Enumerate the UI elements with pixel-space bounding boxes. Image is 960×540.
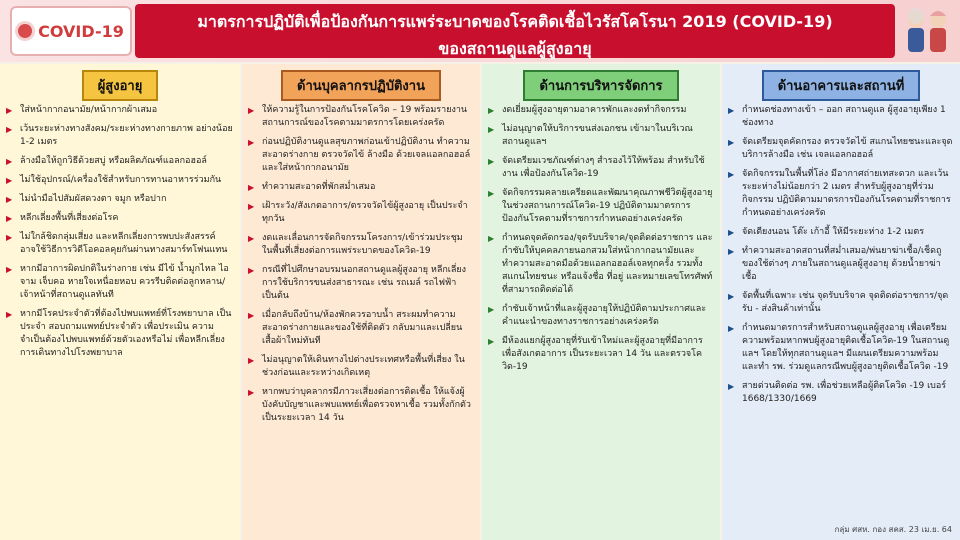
list-item: ▶ จัดเตรียมเวชภัณฑ์ต่างๆ สำรองไว้ให้พร้อม สำหรับใช้งาน เพื่อป้องกันโควิด-19 — [488, 155, 714, 181]
footer-note: กลุ่ม ศสห. กอง สคส. 23 เม.ย. 64 — [834, 525, 952, 534]
list-item: ▶ กำหนดจุดคัดกรอง/จุดรับบริจาค/จุดติดต่อราชการ และกำชับให้บุคคลภายนอกสวมใส่หน้ากากอนามัยและทำความสะอาดมือด้วยแอลกอฮอล์เจลทุกครั้ง รวมทั้งสแกนไทยชนะ หรือแจ้งชื่อ ที่อยู่ และหมายเลขโทรศัพท์ที่สามารถติดต่อได้ — [488, 232, 714, 297]
page-title: มาตรการปฏิบัติเพื่อป้องกันการแพร่ระบาดของโรคติดเชื้อไวรัสโคโรนา 2019 (COVID-19) — [197, 12, 833, 31]
column-building — [722, 64, 960, 540]
list-item: ▶ ไม่อนุญาตให้บริการขนส่งเอกชน เข้ามาในบริเวณสถานดูแลฯ — [488, 123, 714, 149]
list-item: ▶ ล้างมือให้ถูกวิธีด้วยสบู่ หรือผลิตภัณฑ์แอลกอฮอล์ — [6, 155, 234, 168]
list-item: ▶ จัดเตรียมจุดคัดกรอง ตรวจวัดไข้ สแกนไทยชนะและจุดบริการล้างมือ เช่น เจลแอลกอฮอล์ — [728, 136, 954, 162]
list-item: ▶ ไม่นำมือไปสัมผัสดวงตา จมูก หรือปาก — [6, 193, 234, 206]
list-item: ▶ ทำความสะอาดที่พักสม่ำเสมอ — [248, 181, 474, 194]
list-item: ▶ ไม่อนุญาตให้เดินทางไปต่างประเทศหรือพื้นที่เสี่ยง ในช่วงก่อนและระหว่างเกิดเหตุ — [248, 354, 474, 380]
column-heading: ด้านอาคารและสถานที่ — [722, 70, 960, 101]
list-item: ▶ หากพบว่าบุคลากรมีภาวะเสี่ยงต่อการติดเชื้อ ให้แจ้งผู้บังคับบัญชาและพบแพทย์เพื่อตรวจหาเชื้อ รวมทั้งกักตัวเป็นระยะเวลา 14 วัน — [248, 386, 474, 425]
list-item: ▶ ไม่ใกล้ชิดกลุ่มเสี่ยง และหลีกเลี่ยงการพบปะสังสรรค์ อาจใช้วิธีการวิดีโอคอลคุยกันผ่านทางสมาร์ทโฟนแทน — [6, 231, 234, 257]
logo-label: COVID-19 — [38, 21, 124, 41]
title-box — [135, 4, 895, 58]
list-item: ▶ ให้ความรู้ในการป้องกันโรคโควิด – 19 พร้อมรายงานสถานการณ์ของโรคตามมาตรการโดยเคร่งครัด — [248, 104, 474, 130]
item-list — [248, 104, 474, 431]
list-item: ▶ ไม่ใช้อุปกรณ์/เครื่องใช้สำหรับการทานอาหารร่วมกัน — [6, 174, 234, 187]
list-item: ▶ กำหนดช่องทางเข้า – ออก สถานดูแล ผู้สูงอายุเพียง 1 ช่องทาง — [728, 104, 954, 130]
header-banner — [0, 0, 960, 62]
item-list — [6, 104, 234, 366]
covid-logo — [10, 6, 132, 56]
list-item: ▶ กรณีที่ไปศึกษาอบรมนอกสถานดูแลผู้สูงอายุ หลีกเลี่ยงการใช้บริการขนส่งสาธารณะ เช่น รถเมล์ รถไฟฟ้า เป็นต้น — [248, 264, 474, 303]
list-item: ▶ จัดเตียงนอน โต๊ะ เก้าอี้ ให้มีระยะห่าง 1-2 เมตร — [728, 226, 954, 239]
list-item: ▶ หากมีโรคประจำตัวที่ต้องไปพบแพทย์ที่โรงพยาบาล เป็นประจำ สอบถามแพทย์ประจำตัว เพื่อประเมิน ความจำเป็นต้องไปพบแพทย์ด้วยตัวเองหรือไม่ เพื่อหลีกเลี่ยงการเดินทางไปโรงพยาบาล — [6, 308, 234, 360]
page-subtitle: ของสถานดูแลผู้สูงอายุ — [438, 39, 592, 58]
list-item: ▶ งดและเลื่อนการจัดกิจกรรมโครงการ/เข้าร่วมประชุม ในพื้นที่เสี่ยงต่อการแพร่ระบาดของโควิด-19 — [248, 232, 474, 258]
column-management — [482, 64, 720, 540]
list-item: ▶ จัดกิจกรรมคลายเครียดและพัฒนาคุณภาพชีวิตผู้สูงอายุในช่วงสถานการณ์โควิด-19 ปฏิบัติตามมาตรการป้องกันโรคตามที่ราชการกำหนดอย่างเคร่งครัด — [488, 187, 714, 226]
list-item: ▶ หากมีอาการผิดปกติในร่างกาย เช่น มีไข้ น้ำมูกไหล ไอ จาม เจ็บคอ หายใจเหนื่อยหอบ ควรรีบติดต่อลูกหลาน/เจ้าหน้าที่สถานดูแลทันที — [6, 263, 234, 302]
list-item: ▶ มีห้องแยกผู้สูงอายุที่รับเข้าใหม่และผู้สูงอายุที่มีอาการ เพื่อสังเกตอาการ เป็นระยะเวลา 14 วัน และตรวจโควิด-19 — [488, 335, 714, 374]
list-item: ▶ กำหนดมาตรการสำหรับสถานดูแลผู้สูงอายุ เพื่อเตรียมความพร้อมหากพบผู้สูงอายุติดเชื้อโควิด-19 ในสถานดูแลฯ โดยให้ทุกสถานดูแลฯ มีแผนเตรียมความพร้อมและทำ รพ. ร่วมดูแลกรณีพบผู้สูงอายุติดเชื้อโควิด -19 — [728, 322, 954, 374]
list-item: ▶ งดเยี่ยมผู้สูงอายุตามอาคารพักและงดทำกิจกรรม — [488, 104, 714, 117]
virus-icon — [18, 24, 32, 38]
list-item: ▶ ใส่หน้ากากอนามัย/หน้ากากผ้าเสมอ — [6, 104, 234, 117]
column-staff — [242, 64, 480, 540]
item-list — [488, 104, 714, 380]
list-item: ▶ ก่อนปฏิบัติงานดูแลสุขภาพก่อนเข้าปฏิบัติงาน ทำความสะอาดร่างกาย ตรวจวัดไข้ ล้างมือ ด้วยเจลแอลกอฮอล์และใส่หน้ากากอนามัย — [248, 136, 474, 175]
column-heading: ผู้สูงอายุ — [0, 70, 240, 101]
list-item: ▶ เมื่อกลับถึงบ้าน/ห้องพักควรอาบน้ำ สระผมทำความสะอาดร่างกายและของใช้ที่ติดตัว กลับมาและเปลี่ยนเสื้อผ้าใหม่ทันที — [248, 309, 474, 348]
list-item: ▶ กำชับเจ้าหน้าที่และผู้สูงอายุให้ปฏิบัติตามประกาศและคำแนะนำของทางราชการอย่างเคร่งครัด — [488, 303, 714, 329]
list-item: ▶ เฝ้าระวัง/สังเกตอาการ/ตรวจวัดไข้ผู้สูงอายุ เป็นประจำทุกวัน — [248, 200, 474, 226]
list-item: ▶ จัดพื้นที่เฉพาะ เช่น จุดรับบริจาค จุดติดต่อราชการ/จุดรับ - ส่งสินค้าเท่านั้น — [728, 290, 954, 316]
elderly-couple-icon — [900, 6, 954, 56]
column-heading: ด้านบุคลากรปฏิบัติงาน — [242, 70, 480, 101]
list-item: ▶ ทำความสะอาดสถานที่สม่ำเสมอ/พ่นยาฆ่าเชื้อ/เช็ดถูของใช้ต่างๆ ภายในสถานดูแลผู้สูงอายุ ด้วยน้ำยาฆ่าเชื้อ — [728, 245, 954, 284]
column-heading: ด้านการบริหารจัดการ — [482, 70, 720, 101]
list-item: ▶ เว้นระยะห่างทางสังคม/ระยะห่างทางกายภาพ อย่างน้อย 1-2 เมตร — [6, 123, 234, 149]
list-item: ▶ จัดกิจกรรมในพื้นที่โล่ง มีอากาศถ่ายเทสะดวก และเว้นระยะห่างไม่น้อยกว่า 2 เมตร สำหรับผู้สูงอายุที่ร่วมกิจกรรม ปฏิบัติตามมาตรการป้องกันโรคตามที่ราชการกำหนดอย่างเคร่งครัด — [728, 168, 954, 220]
item-list — [728, 104, 954, 412]
list-item: ▶ หลีกเลี่ยงพื้นที่เสี่ยงต่อโรค — [6, 212, 234, 225]
column-elderly — [0, 64, 240, 540]
list-item: ▶ สายด่วนติดต่อ รพ. เพื่อช่วยเหลือผู้ติดโควิด -19 เบอร์ 1668/1330/1669 — [728, 380, 954, 406]
